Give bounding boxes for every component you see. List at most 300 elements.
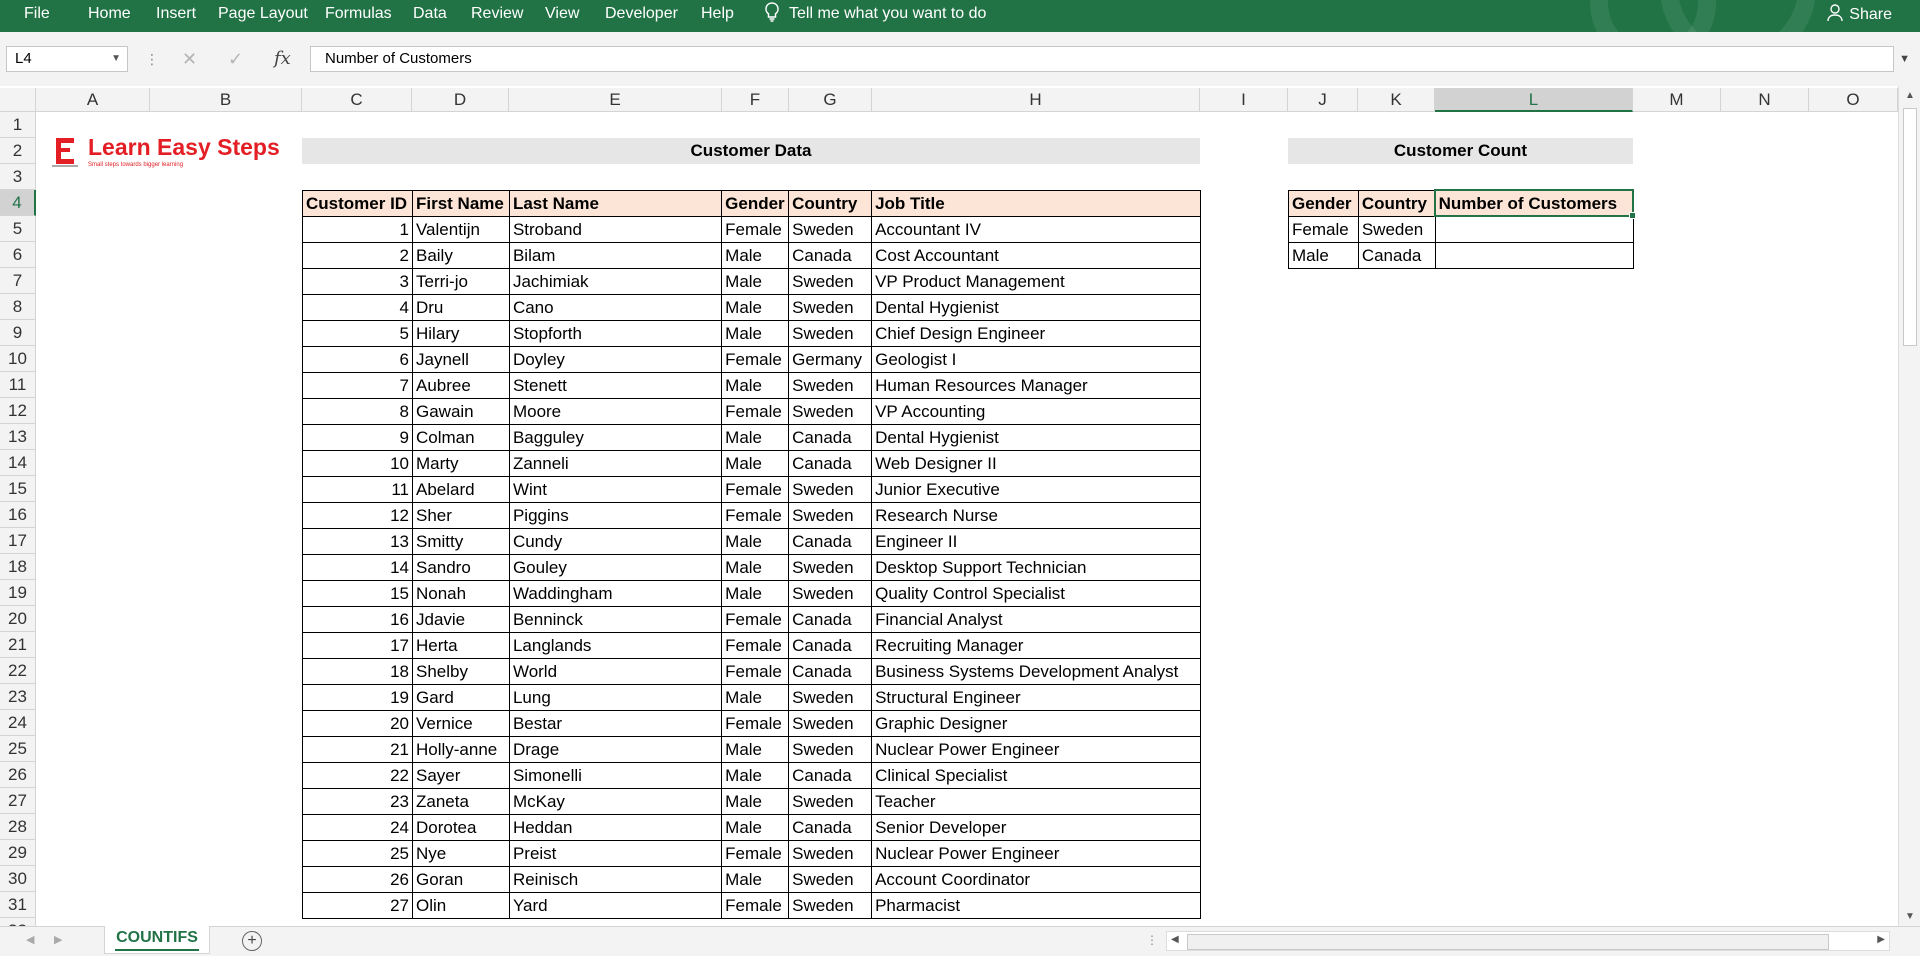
row-header-21[interactable]: 21	[0, 632, 36, 658]
cell-number-of-customers[interactable]	[1435, 243, 1633, 269]
cell-customer-id[interactable]: 26	[303, 867, 413, 893]
cell-customer-id[interactable]: 2	[303, 243, 413, 269]
cell-country[interactable]: Sweden	[789, 503, 872, 529]
cell-customer-id[interactable]: 4	[303, 295, 413, 321]
cell-country[interactable]: Sweden	[789, 711, 872, 737]
row-header-25[interactable]: 25	[0, 736, 36, 762]
row-header-26[interactable]: 26	[0, 762, 36, 788]
cell-customer-id[interactable]: 27	[303, 893, 413, 919]
customer-count-banner[interactable]: Customer Count	[1288, 138, 1633, 164]
table-row	[303, 373, 1201, 399]
cell-first-name[interactable]: Sher	[412, 503, 509, 529]
table-row	[303, 581, 1201, 607]
cell-last-name[interactable]: Jachimiak	[509, 269, 721, 295]
column-header-i[interactable]: I	[1200, 88, 1288, 112]
table-row	[303, 789, 1201, 815]
row-header-30[interactable]: 30	[0, 866, 36, 892]
cell-job-title[interactable]: Web Designer II	[872, 451, 1201, 477]
column-header-g[interactable]: G	[789, 88, 872, 112]
cell-first-name[interactable]: Hilary	[412, 321, 509, 347]
cell-last-name[interactable]: Langlands	[509, 633, 721, 659]
select-all-corner[interactable]	[0, 88, 36, 112]
cell-job-title[interactable]: Human Resources Manager	[872, 373, 1201, 399]
table-row	[303, 321, 1201, 347]
cell-country[interactable]: Sweden	[789, 295, 872, 321]
cell-gender[interactable]: Male	[722, 295, 789, 321]
cell-country[interactable]: Sweden	[789, 867, 872, 893]
cell-customer-id[interactable]: 25	[303, 841, 413, 867]
tab-data[interactable]: Data	[413, 5, 447, 22]
cell-job-title[interactable]: Nuclear Power Engineer	[872, 841, 1201, 867]
header-last-name[interactable]: Last Name	[509, 191, 721, 217]
cell-first-name[interactable]: Holly-anne	[412, 737, 509, 763]
row-header-31[interactable]: 31	[0, 892, 36, 918]
cell-first-name[interactable]: Sandro	[412, 555, 509, 581]
cell-country[interactable]: Sweden	[789, 581, 872, 607]
row-header-14[interactable]: 14	[0, 450, 36, 476]
person-icon	[1827, 4, 1843, 22]
cell-gender[interactable]: Male	[722, 373, 789, 399]
table-row	[303, 503, 1201, 529]
sheet-tab-countifs[interactable]: COUNTIFS	[104, 926, 210, 954]
tab-view[interactable]: View	[545, 5, 580, 22]
row-header-24[interactable]: 24	[0, 710, 36, 736]
cell-gender[interactable]: Female	[722, 893, 789, 919]
cell-job-title[interactable]: Pharmacist	[872, 893, 1201, 919]
cell-first-name[interactable]: Valentijn	[412, 217, 509, 243]
cell-last-name[interactable]: Piggins	[509, 503, 721, 529]
share-button[interactable]	[1827, 0, 1892, 30]
cell-job-title[interactable]: Graphic Designer	[872, 711, 1201, 737]
cell-job-title[interactable]: Financial Analyst	[872, 607, 1201, 633]
cell-gender[interactable]: Male	[722, 425, 789, 451]
cell-job-title[interactable]: Recruiting Manager	[872, 633, 1201, 659]
row-header-22[interactable]: 22	[0, 658, 36, 684]
cell-job-title[interactable]: Engineer II	[872, 529, 1201, 555]
cell-job-title[interactable]: Business Systems Development Analyst	[872, 659, 1201, 685]
cell-last-name[interactable]: Preist	[509, 841, 721, 867]
scroll-down-icon[interactable]: ▼	[1905, 911, 1915, 922]
cell-job-title[interactable]: Junior Executive	[872, 477, 1201, 503]
cell-last-name[interactable]: Stroband	[509, 217, 721, 243]
column-header-j[interactable]: J	[1288, 88, 1358, 112]
cell-first-name[interactable]: Gard	[412, 685, 509, 711]
cell-last-name[interactable]: Cundy	[509, 529, 721, 555]
customer-data-table	[302, 190, 1201, 919]
cell-job-title[interactable]: Dental Hygienist	[872, 295, 1201, 321]
cell-job-title[interactable]: Structural Engineer	[872, 685, 1201, 711]
cell-country[interactable]: Sweden	[789, 685, 872, 711]
cell-job-title[interactable]: Accountant IV	[872, 217, 1201, 243]
header-job-title[interactable]: Job Title	[872, 191, 1201, 217]
table-header-row	[303, 191, 1201, 217]
more-options-icon[interactable]: ⋮	[145, 51, 159, 67]
header-number-of-customers[interactable]: Number of Customers	[1435, 191, 1633, 217]
row-header-16[interactable]: 16	[0, 502, 36, 528]
row-header-8[interactable]: 8	[0, 294, 36, 320]
row-header-15[interactable]: 15	[0, 476, 36, 502]
cell-gender[interactable]: Male	[722, 243, 789, 269]
table-row	[303, 711, 1201, 737]
cell-gender[interactable]: Female	[722, 399, 789, 425]
table-row	[303, 295, 1201, 321]
cell-country[interactable]: Sweden	[789, 321, 872, 347]
cell-customer-id[interactable]: 22	[303, 763, 413, 789]
cell-last-name[interactable]: Bilam	[509, 243, 721, 269]
cell-first-name[interactable]: Terri-jo	[412, 269, 509, 295]
cell-last-name[interactable]: Drage	[509, 737, 721, 763]
cell-country[interactable]: Sweden	[789, 737, 872, 763]
cell-first-name[interactable]: Colman	[412, 425, 509, 451]
formula-bar	[0, 32, 1920, 86]
cell-number-of-customers[interactable]	[1435, 217, 1633, 243]
expand-formula-bar-icon[interactable]: ▼	[1899, 53, 1910, 65]
cell-first-name[interactable]: Nye	[412, 841, 509, 867]
cell-customer-id[interactable]: 21	[303, 737, 413, 763]
scroll-right-icon[interactable]: ▶	[1877, 934, 1885, 945]
cell-customer-id[interactable]: 9	[303, 425, 413, 451]
cell-first-name[interactable]: Herta	[412, 633, 509, 659]
name-box-value: L4	[15, 50, 32, 67]
row-header-29[interactable]: 29	[0, 840, 36, 866]
table-row	[303, 607, 1201, 633]
row-header-19[interactable]: 19	[0, 580, 36, 606]
cell-gender[interactable]: Male	[722, 529, 789, 555]
cell-customer-id[interactable]: 11	[303, 477, 413, 503]
cell-gender[interactable]: Male	[722, 867, 789, 893]
cell-gender[interactable]: Male	[722, 451, 789, 477]
cell-gender[interactable]: Male	[722, 581, 789, 607]
cell-country[interactable]: Sweden	[789, 373, 872, 399]
row-header-20[interactable]: 20	[0, 606, 36, 632]
name-box[interactable]	[6, 46, 128, 72]
cell-country[interactable]: Canada	[789, 763, 872, 789]
cell-gender[interactable]: Male	[722, 763, 789, 789]
vertical-scroll-thumb[interactable]	[1903, 108, 1917, 346]
cell-gender[interactable]: Female	[722, 477, 789, 503]
cell-customer-id[interactable]: 6	[303, 347, 413, 373]
row-header-3[interactable]: 3	[0, 164, 36, 190]
cell-last-name[interactable]: Zanneli	[509, 451, 721, 477]
cell-country[interactable]: Sweden	[789, 789, 872, 815]
cell-country[interactable]: Sweden	[789, 893, 872, 919]
cell-last-name[interactable]: Yard	[509, 893, 721, 919]
cell-gender[interactable]: Female	[722, 503, 789, 529]
header-country[interactable]: Country	[789, 191, 872, 217]
tab-formulas[interactable]: Formulas	[325, 5, 392, 22]
cell-job-title[interactable]: Dental Hygienist	[872, 425, 1201, 451]
cell-job-title[interactable]: Chief Design Engineer	[872, 321, 1201, 347]
row-header-6[interactable]: 6	[0, 242, 36, 268]
table-row	[303, 555, 1201, 581]
row-header-28[interactable]: 28	[0, 814, 36, 840]
cell-last-name[interactable]: Bestar	[509, 711, 721, 737]
row-header-10[interactable]: 10	[0, 346, 36, 372]
table-row	[303, 269, 1201, 295]
table-row	[303, 217, 1201, 243]
cell-customer-id[interactable]: 10	[303, 451, 413, 477]
scroll-up-icon[interactable]: ▲	[1905, 90, 1915, 101]
table-row	[303, 763, 1201, 789]
cell-first-name[interactable]: Vernice	[412, 711, 509, 737]
cell-country[interactable]: Canada	[789, 243, 872, 269]
cell-last-name[interactable]: Stenett	[509, 373, 721, 399]
cell-customer-id[interactable]: 20	[303, 711, 413, 737]
cell-first-name[interactable]: Dru	[412, 295, 509, 321]
header-gender[interactable]: Gender	[722, 191, 789, 217]
cell-last-name[interactable]: McKay	[509, 789, 721, 815]
cell-last-name[interactable]: Wint	[509, 477, 721, 503]
cell-customer-id[interactable]: 5	[303, 321, 413, 347]
cell-gender[interactable]: Male	[1289, 243, 1359, 269]
cell-last-name[interactable]: Bagguley	[509, 425, 721, 451]
header-gender[interactable]: Gender	[1289, 191, 1359, 217]
cell-last-name[interactable]: Reinisch	[509, 867, 721, 893]
cell-gender[interactable]: Male	[722, 555, 789, 581]
cell-last-name[interactable]: Moore	[509, 399, 721, 425]
table-row	[303, 737, 1201, 763]
cell-customer-id[interactable]: 8	[303, 399, 413, 425]
table-row	[1289, 217, 1634, 243]
cell-job-title[interactable]: Account Coordinator	[872, 867, 1201, 893]
cell-last-name[interactable]: Waddingham	[509, 581, 721, 607]
cell-customer-id[interactable]: 24	[303, 815, 413, 841]
tab-file[interactable]: File	[24, 5, 50, 22]
formula-input[interactable]: Number of Customers	[310, 46, 1894, 72]
table-row	[303, 243, 1201, 269]
row-header-13[interactable]: 13	[0, 424, 36, 450]
header-country[interactable]: Country	[1358, 191, 1435, 217]
cell-first-name[interactable]: Jdavie	[412, 607, 509, 633]
cell-first-name[interactable]: Dorotea	[412, 815, 509, 841]
cell-gender[interactable]: Female	[722, 711, 789, 737]
share-label: Share	[1849, 6, 1892, 23]
table-row	[303, 867, 1201, 893]
row-header-5[interactable]: 5	[0, 216, 36, 242]
cell-gender[interactable]: Female	[1289, 217, 1359, 243]
tab-home[interactable]: Home	[88, 5, 131, 22]
column-header-a[interactable]: A	[36, 88, 150, 112]
cell-country[interactable]: Sweden	[789, 217, 872, 243]
column-header-b[interactable]: B	[150, 88, 302, 112]
cell-gender[interactable]: Male	[722, 737, 789, 763]
cell-country[interactable]: Canada	[789, 451, 872, 477]
add-sheet-icon[interactable]: +	[242, 931, 262, 951]
cell-job-title[interactable]: Quality Control Specialist	[872, 581, 1201, 607]
cell-first-name[interactable]: Baily	[412, 243, 509, 269]
cell-country[interactable]: Sweden	[789, 555, 872, 581]
header-first-name[interactable]: First Name	[412, 191, 509, 217]
column-header-k[interactable]: K	[1358, 88, 1435, 112]
cell-last-name[interactable]: Gouley	[509, 555, 721, 581]
cell-gender[interactable]: Female	[722, 347, 789, 373]
cell-last-name[interactable]: Benninck	[509, 607, 721, 633]
count-header-row	[1289, 191, 1634, 217]
row-header-2[interactable]: 2	[0, 138, 36, 164]
cell-customer-id[interactable]: 17	[303, 633, 413, 659]
column-header-d[interactable]: D	[412, 88, 509, 112]
tab-insert[interactable]: Insert	[156, 5, 197, 22]
row-header-9[interactable]: 9	[0, 320, 36, 346]
cell-customer-id[interactable]: 15	[303, 581, 413, 607]
cell-last-name[interactable]: Doyley	[509, 347, 721, 373]
cell-country[interactable]: Sweden	[789, 269, 872, 295]
table-row	[303, 477, 1201, 503]
cell-job-title[interactable]: Geologist I	[872, 347, 1201, 373]
cell-customer-id[interactable]: 3	[303, 269, 413, 295]
cell-first-name[interactable]: Sayer	[412, 763, 509, 789]
vertical-scrollbar[interactable]	[1898, 86, 1920, 926]
learn-easy-steps-logo	[52, 134, 282, 174]
cell-job-title[interactable]: Teacher	[872, 789, 1201, 815]
cell-job-title[interactable]: Clinical Specialist	[872, 763, 1201, 789]
cell-job-title[interactable]: Senior Developer	[872, 815, 1201, 841]
column-header-c[interactable]: C	[302, 88, 412, 112]
cell-first-name[interactable]: Olin	[412, 893, 509, 919]
cell-customer-id[interactable]: 13	[303, 529, 413, 555]
cell-first-name[interactable]: Aubree	[412, 373, 509, 399]
tab-help[interactable]: Help	[701, 5, 734, 22]
cell-country[interactable]: Germany	[789, 347, 872, 373]
table-row	[303, 685, 1201, 711]
cell-first-name[interactable]: Abelard	[412, 477, 509, 503]
cell-country[interactable]: Canada	[789, 633, 872, 659]
tell-me-search[interactable]	[765, 0, 986, 32]
cell-customer-id[interactable]: 1	[303, 217, 413, 243]
logo-mark-icon	[52, 136, 78, 170]
cell-customer-id[interactable]: 23	[303, 789, 413, 815]
cell-last-name[interactable]: World	[509, 659, 721, 685]
row-header-23[interactable]: 23	[0, 684, 36, 710]
table-row	[303, 841, 1201, 867]
cell-gender[interactable]: Female	[722, 841, 789, 867]
cell-gender[interactable]: Female	[722, 217, 789, 243]
logo-tagline: Small steps towards bigger learning	[88, 162, 184, 168]
insert-function-icon[interactable]: fx	[274, 48, 291, 69]
table-row	[303, 451, 1201, 477]
customer-count-table	[1288, 190, 1634, 269]
logo-title: Learn Easy Steps	[88, 134, 280, 160]
row-header-17[interactable]: 17	[0, 528, 36, 554]
chevron-down-icon[interactable]: ▼	[111, 53, 121, 64]
cell-job-title[interactable]: Desktop Support Technician	[872, 555, 1201, 581]
column-header-m[interactable]: M	[1633, 88, 1721, 112]
header-customer-id[interactable]: Customer ID	[303, 191, 413, 217]
cell-job-title[interactable]: VP Product Management	[872, 269, 1201, 295]
cell-country[interactable]: Canada	[789, 425, 872, 451]
cell-first-name[interactable]: Shelby	[412, 659, 509, 685]
cell-first-name[interactable]: Goran	[412, 867, 509, 893]
cell-country[interactable]: Canada	[789, 607, 872, 633]
worksheet-grid[interactable]	[0, 86, 1920, 926]
cell-first-name[interactable]: Nonah	[412, 581, 509, 607]
cell-gender[interactable]: Female	[722, 607, 789, 633]
cell-first-name[interactable]: Zaneta	[412, 789, 509, 815]
cell-first-name[interactable]: Jaynell	[412, 347, 509, 373]
cell-country[interactable]: Canada	[789, 815, 872, 841]
customer-data-body	[303, 217, 1201, 919]
cell-job-title[interactable]: Nuclear Power Engineer	[872, 737, 1201, 763]
tab-review[interactable]: Review	[471, 5, 524, 22]
cell-country[interactable]: Canada	[1358, 243, 1435, 269]
next-sheet-icon[interactable]: ▶	[54, 934, 63, 946]
cell-customer-id[interactable]: 14	[303, 555, 413, 581]
cell-country[interactable]: Sweden	[789, 841, 872, 867]
lightbulb-icon	[765, 2, 779, 22]
cell-customer-id[interactable]: 19	[303, 685, 413, 711]
row-header-27[interactable]: 27	[0, 788, 36, 814]
cell-job-title[interactable]: Research Nurse	[872, 503, 1201, 529]
prev-sheet-icon[interactable]: ◀	[26, 934, 35, 946]
cell-last-name[interactable]: Simonelli	[509, 763, 721, 789]
cell-first-name[interactable]: Marty	[412, 451, 509, 477]
cell-first-name[interactable]: Smitty	[412, 529, 509, 555]
column-header-l[interactable]: L	[1435, 88, 1633, 112]
row-header-11[interactable]: 11	[0, 372, 36, 398]
horizontal-scroll-thumb[interactable]	[1187, 934, 1829, 950]
column-header-n[interactable]: N	[1721, 88, 1809, 112]
table-row	[303, 815, 1201, 841]
column-header-f[interactable]: F	[722, 88, 789, 112]
table-row	[1289, 243, 1634, 269]
cell-last-name[interactable]: Cano	[509, 295, 721, 321]
cancel-icon[interactable]: ✕	[182, 49, 198, 69]
column-header-e[interactable]: E	[509, 88, 722, 112]
cell-country[interactable]: Sweden	[789, 399, 872, 425]
cell-job-title[interactable]: VP Accounting	[872, 399, 1201, 425]
cell-customer-id[interactable]: 16	[303, 607, 413, 633]
cell-gender[interactable]: Female	[722, 633, 789, 659]
cell-gender[interactable]: Female	[722, 659, 789, 685]
cell-last-name[interactable]: Lung	[509, 685, 721, 711]
cell-country[interactable]: Sweden	[1358, 217, 1435, 243]
scroll-left-icon[interactable]: ◀	[1171, 934, 1179, 945]
table-row	[303, 529, 1201, 555]
tab-split-handle-icon[interactable]: ⋮	[1146, 933, 1158, 947]
customer-data-banner[interactable]: Customer Data	[302, 138, 1200, 164]
row-header-7[interactable]: 7	[0, 268, 36, 294]
cell-customer-id[interactable]: 7	[303, 373, 413, 399]
tab-developer[interactable]: Developer	[605, 5, 678, 22]
horizontal-scrollbar[interactable]	[1166, 931, 1890, 951]
cell-last-name[interactable]: Stopforth	[509, 321, 721, 347]
cell-country[interactable]: Sweden	[789, 477, 872, 503]
tab-page-layout[interactable]: Page Layout	[218, 5, 308, 22]
cell-first-name[interactable]: Gawain	[412, 399, 509, 425]
cell-gender[interactable]: Male	[722, 815, 789, 841]
cell-gender[interactable]: Male	[722, 789, 789, 815]
cell-job-title[interactable]: Cost Accountant	[872, 243, 1201, 269]
row-header-18[interactable]: 18	[0, 554, 36, 580]
table-row	[303, 633, 1201, 659]
cell-customer-id[interactable]: 12	[303, 503, 413, 529]
enter-icon[interactable]: ✓	[228, 49, 244, 69]
cell-gender[interactable]: Male	[722, 269, 789, 295]
column-header-h[interactable]: H	[872, 88, 1200, 112]
cell-country[interactable]: Canada	[789, 659, 872, 685]
cell-last-name[interactable]: Heddan	[509, 815, 721, 841]
row-header-4[interactable]: 4	[0, 190, 36, 216]
cell-country[interactable]: Canada	[789, 529, 872, 555]
table-row	[303, 659, 1201, 685]
column-header-o[interactable]: O	[1809, 88, 1898, 112]
cell-gender[interactable]: Male	[722, 321, 789, 347]
row-header-12[interactable]: 12	[0, 398, 36, 424]
row-header-1[interactable]: 1	[0, 112, 36, 138]
table-row	[303, 425, 1201, 451]
cell-customer-id[interactable]: 18	[303, 659, 413, 685]
cell-gender[interactable]: Male	[722, 685, 789, 711]
